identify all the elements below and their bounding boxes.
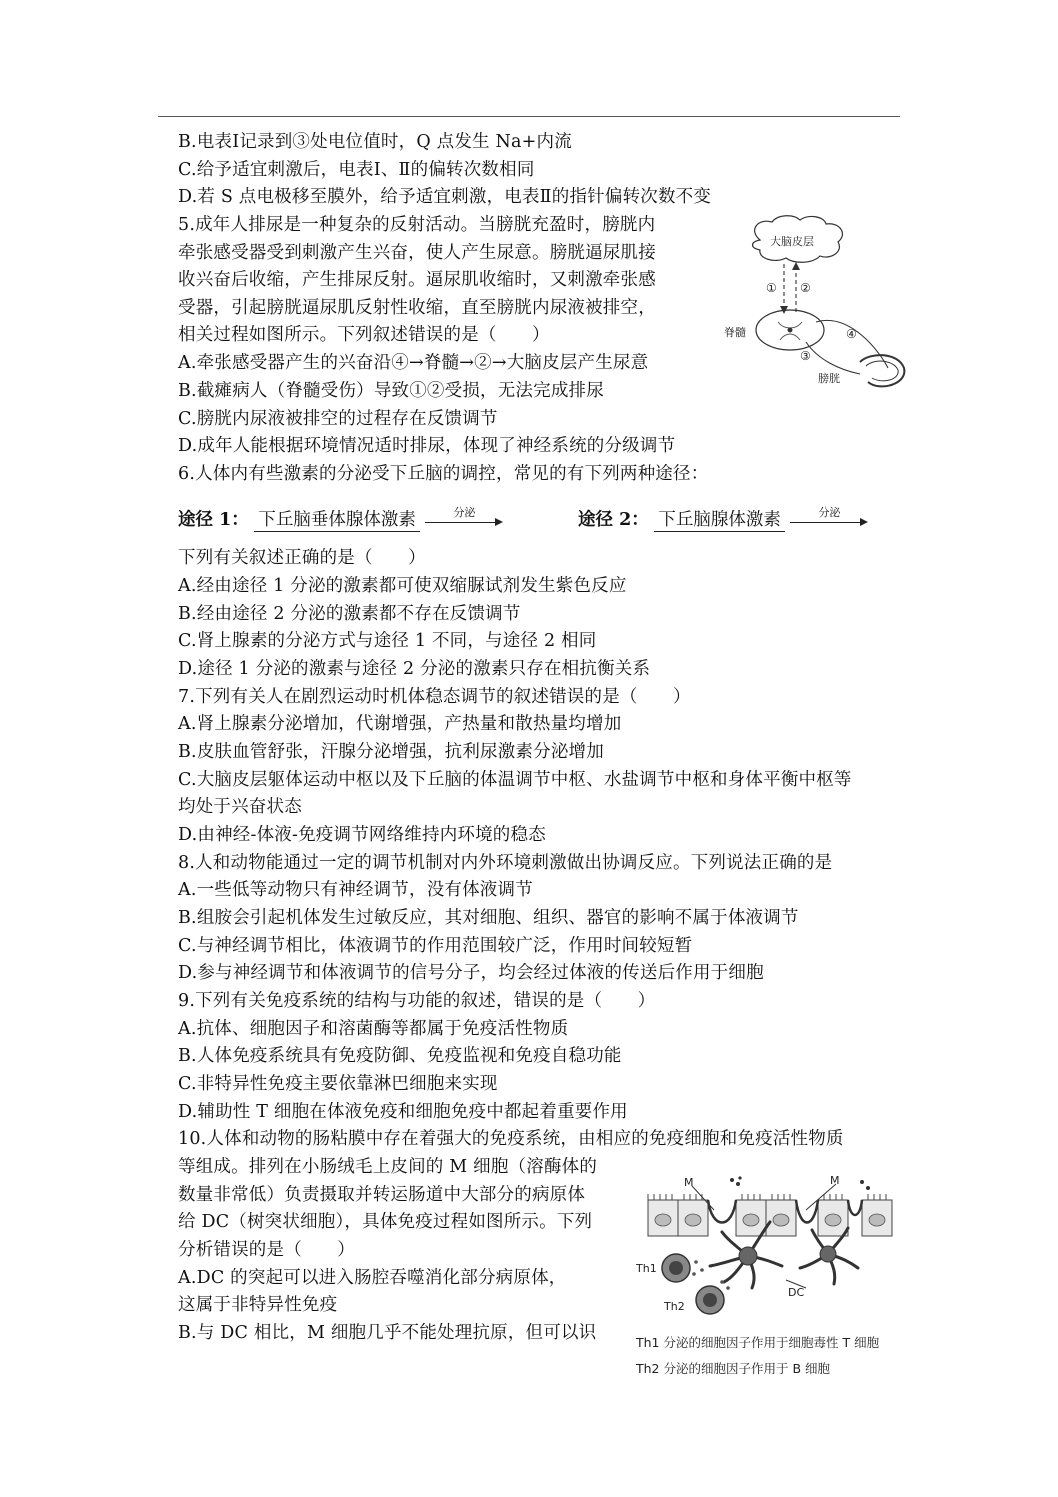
option-b: B.皮肤血管舒张，汗腺分泌增强，抗利尿激素分泌增加 (178, 742, 604, 762)
text-line: 下列有关叙述正确的是（ ） (178, 548, 426, 568)
option-d: D.辅助性 T 细胞在体液免疫和细胞免疫中都起着重要作用 (178, 1102, 628, 1122)
figure-caption-2: Th2 分泌的细胞因子作用于 B 细胞 (636, 1361, 831, 1376)
text-line: B.电表Ⅰ记录到③处电位值时，Q 点发生 Na+内流 (178, 132, 572, 152)
m-cell-shape (708, 1200, 736, 1223)
option-d: D.由神经-体液-免疫调节网络维持内环境的稳态 (178, 825, 546, 845)
header-rule (158, 116, 900, 117)
path-1-label: ① (766, 281, 777, 295)
immune-diagram (636, 1170, 898, 1320)
epithelium (648, 1200, 892, 1236)
option-c: C.大脑皮层躯体运动中枢以及下丘脑的体温调节中枢、水盐调节中枢和身体平衡中枢等 (178, 770, 852, 790)
option-c: C.膀胱内尿液被排空的过程存在反馈调节 (178, 409, 498, 429)
text-line: 牵张感受器受到刺激产生兴奋，使人产生尿意。膀胱逼尿肌接 (178, 243, 656, 263)
text-line: 等组成。排列在小肠绒毛上皮间的 M 细胞（溶酶体的 (178, 1157, 598, 1177)
question-10-stem: 10.人体和动物的肠粘膜中存在着强大的免疫系统，由相应的免疫细胞和免疫活性物质 (178, 1129, 844, 1149)
text-line: 均处于兴奋状态 (178, 797, 302, 817)
cortex-label: 大脑皮层 (770, 235, 814, 248)
path-4-label: ④ (846, 327, 857, 341)
option-b: B.与 DC 相比，M 细胞几乎不能处理抗原，但可以识 (178, 1323, 597, 1343)
bladder-label: 膀胱 (818, 372, 840, 385)
m-cell-shape (796, 1200, 818, 1223)
question-8-stem: 8.人和动物能通过一定的调节机制对内外环境刺激做出协调反应。下列说法正确的是 (178, 853, 833, 873)
option-a: A.抗体、细胞因子和溶菌酶等都属于免疫活性物质 (178, 1019, 569, 1039)
figure-caption-1: Th1 分泌的细胞因子作用于细胞毒性 T 细胞 (636, 1335, 880, 1350)
secrete-arrow: 分泌 (425, 513, 503, 529)
text-line: 给 DC（树突状细胞），具体免疫过程如图所示。下列 (178, 1212, 593, 1232)
th2-label: Th2 (664, 1300, 685, 1313)
route-2 (578, 506, 868, 532)
question-6-stem: 6.人体内有些激素的分泌受下丘脑的调控，常见的有下列两种途径： (178, 464, 709, 484)
question-5-stem: 5.成年人排尿是一种复杂的反射活动。当膀胱充盈时，膀胱内 (178, 215, 656, 235)
option-c: C.肾上腺素的分泌方式与途径 1 不同，与途径 2 相同 (178, 631, 597, 651)
option-a: A.DC 的突起可以进入肠腔吞噬消化部分病原体， (178, 1268, 567, 1288)
route-1-chain: 下丘脑垂体腺体激素 (254, 506, 420, 532)
route-1 (178, 506, 503, 532)
option-a: A.肾上腺素分泌增加，代谢增强，产热量和散热量均增加 (178, 714, 622, 734)
secrete-arrow: 分泌 (790, 513, 868, 529)
option-c: C.与神经调节相比，体液调节的作用范围较广泛，作用时间较短暂 (178, 936, 693, 956)
route-2-label: 途径 2： (578, 510, 649, 530)
option-a: A.一些低等动物只有神经调节，没有体液调节 (178, 880, 533, 900)
option-a: A.经由途径 1 分泌的激素都可使双缩脲试剂发生紫色反应 (178, 576, 627, 596)
option-b: B.人体免疫系统具有免疫防御、免疫监视和免疫自稳功能 (178, 1046, 622, 1066)
text-line: D.若 S 点电极移至膜外，给予适宜刺激，电表Ⅱ的指针偏转次数不变 (178, 187, 712, 207)
text-line: 数量非常低）负责摄取并转运肠道中大部分的病原体 (178, 1185, 586, 1205)
option-b: B.组胺会引起机体发生过敏反应，其对细胞、组织、器官的影响不属于体液调节 (178, 908, 799, 928)
path-3-label: ③ (800, 349, 811, 363)
option-d: D.成年人能根据环境情况适时排尿，体现了神经系统的分级调节 (178, 436, 676, 456)
text-line: 收兴奋后收缩，产生排尿反射。逼尿肌收缩时，又刺激牵张感 (178, 270, 656, 290)
option-c: C.非特异性免疫主要依靠淋巴细胞来实现 (178, 1074, 498, 1094)
spinal-label: 脊髓 (724, 326, 746, 339)
m-cell-label-2: M (830, 1174, 840, 1187)
option-d: D.途径 1 分泌的激素与途径 2 分泌的激素只存在相抗衡关系 (178, 659, 651, 679)
text-line: C.给予适宜刺激后，电表Ⅰ、Ⅱ的偏转次数相同 (178, 160, 535, 180)
text-line: 分析错误的是（ ） (178, 1240, 355, 1260)
text-line: 受器，引起膀胱逼尿肌反射性收缩，直至膀胱内尿液被排空， (178, 298, 656, 318)
path-2-label: ② (800, 281, 811, 295)
option-d: D.参与神经调节和体液调节的信号分子，均会经过体液的传送后作用于细胞 (178, 963, 764, 983)
question-9-stem: 9.下列有关免疫系统的结构与功能的叙述，错误的是（ ） (178, 991, 656, 1011)
route-2-chain: 下丘脑腺体激素 (654, 506, 785, 532)
route-1-label: 途径 1： (178, 510, 249, 530)
text-line: 这属于非特异性免疫 (178, 1295, 338, 1315)
option-b: B.截瘫病人（脊髓受伤）导致①②受损，无法完成排尿 (178, 381, 604, 401)
question-7-stem: 7.下列有关人在剧烈运动时机体稳态调节的叙述错误的是（ ） (178, 687, 691, 707)
m-cell-label-1: M (684, 1176, 694, 1189)
th1-label: Th1 (636, 1262, 657, 1275)
dc-label: DC (788, 1286, 805, 1299)
option-a: A.牵张感受器产生的兴奋沿④→脊髓→②→大脑皮层产生尿意 (178, 353, 649, 373)
reflex-diagram (720, 212, 910, 394)
text-line: 相关过程如图所示。下列叙述错误的是（ ） (178, 325, 550, 345)
option-b: B.经由途径 2 分泌的激素都不存在反馈调节 (178, 604, 521, 624)
